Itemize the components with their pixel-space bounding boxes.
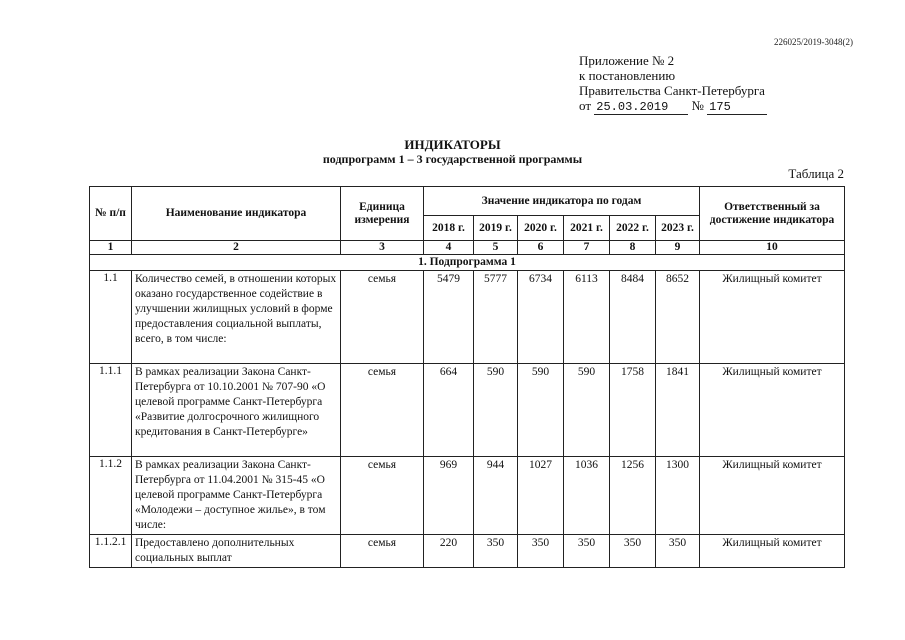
indicator-unit: семья xyxy=(341,457,424,535)
column-number: 5 xyxy=(474,241,518,255)
value-2019: 350 xyxy=(474,535,518,568)
indicator-name: Предоставлено дополнительных социальных выплат xyxy=(132,535,341,568)
value-2020: 6734 xyxy=(518,271,564,364)
value-2020: 590 xyxy=(518,364,564,457)
appendix-block xyxy=(579,53,767,115)
indicator-name: В рамках реализации Закона Санкт-Петербурга от 10.10.2001 № 707-90 «О целевой программе Санкт-Петербурга «Развитие долгосрочного жилищного кредитования в Санкт-Петербурге» xyxy=(132,364,341,457)
header-year: 2019 г. xyxy=(474,216,518,241)
header-unit: Единица измерения xyxy=(341,187,424,241)
table-row xyxy=(90,457,845,535)
column-number: 4 xyxy=(424,241,474,255)
appendix-line-1: Приложение № 2 xyxy=(579,53,675,68)
responsible: Жилищный комитет xyxy=(700,457,845,535)
value-2022: 1758 xyxy=(610,364,656,457)
row-number: 1.1.2 xyxy=(90,457,132,535)
number-prefix: № xyxy=(691,98,704,113)
value-2021: 1036 xyxy=(564,457,610,535)
value-2022: 1256 xyxy=(610,457,656,535)
value-2018: 5479 xyxy=(424,271,474,364)
header-year: 2020 г. xyxy=(518,216,564,241)
table-row xyxy=(90,271,845,364)
value-2020: 1027 xyxy=(518,457,564,535)
column-number: 1 xyxy=(90,241,132,255)
header-year: 2022 г. xyxy=(610,216,656,241)
responsible: Жилищный комитет xyxy=(700,271,845,364)
value-2022: 350 xyxy=(610,535,656,568)
resolution-number: 175 xyxy=(707,101,767,115)
section-row xyxy=(90,255,845,271)
column-number: 3 xyxy=(341,241,424,255)
indicators-table xyxy=(89,186,845,568)
appendix-date-line xyxy=(579,98,767,115)
column-number-row xyxy=(90,241,845,255)
column-number: 10 xyxy=(700,241,845,255)
column-number: 6 xyxy=(518,241,564,255)
appendix-line-3: Правительства Санкт-Петербурга xyxy=(579,83,765,98)
indicator-unit: семья xyxy=(341,271,424,364)
header-responsible: Ответственный за достижение индикатора xyxy=(700,187,845,241)
indicator-name: В рамках реализации Закона Санкт-Петербурга от 11.04.2001 № 315-45 «О целевой программе Санкт-Петербурга «Молодежи – доступное жилье», в том числе: xyxy=(132,457,341,535)
column-number: 7 xyxy=(564,241,610,255)
value-2019: 944 xyxy=(474,457,518,535)
section-title: 1. Подпрограмма 1 xyxy=(90,255,845,271)
header-year: 2021 г. xyxy=(564,216,610,241)
table-row xyxy=(90,535,845,568)
value-2019: 590 xyxy=(474,364,518,457)
row-number: 1.1 xyxy=(90,271,132,364)
page-subtitle: подпрограмм 1 – 3 государственной программы xyxy=(322,152,583,166)
page-title: ИНДИКАТОРЫ xyxy=(404,137,501,152)
value-2023: 1300 xyxy=(656,457,700,535)
resolution-date: 25.03.2019 xyxy=(594,101,688,115)
indicator-unit: семья xyxy=(341,535,424,568)
value-2018: 664 xyxy=(424,364,474,457)
value-2020: 350 xyxy=(518,535,564,568)
header-name: Наименование индикатора xyxy=(132,187,341,241)
value-2018: 969 xyxy=(424,457,474,535)
value-2021: 6113 xyxy=(564,271,610,364)
header-num: № п/п xyxy=(90,187,132,241)
table-caption: Таблица 2 xyxy=(788,166,844,181)
table-row xyxy=(90,364,845,457)
appendix-line-2: к постановлению xyxy=(579,68,676,83)
row-number: 1.1.2.1 xyxy=(90,535,132,568)
value-2022: 8484 xyxy=(610,271,656,364)
document-id: 226025/2019-3048(2) xyxy=(774,37,853,47)
column-number: 2 xyxy=(132,241,341,255)
responsible: Жилищный комитет xyxy=(700,535,845,568)
table-header-row xyxy=(90,187,845,216)
value-2023: 1841 xyxy=(656,364,700,457)
value-2021: 590 xyxy=(564,364,610,457)
responsible: Жилищный комитет xyxy=(700,364,845,457)
indicator-name: Количество семей, в отношении которых оказано государственное содействие в улучшении жилищных условий в форме предоставления социальной выплаты, всего, в том числе: xyxy=(132,271,341,364)
value-2023: 350 xyxy=(656,535,700,568)
column-number: 9 xyxy=(656,241,700,255)
value-2023: 8652 xyxy=(656,271,700,364)
column-number: 8 xyxy=(610,241,656,255)
header-year: 2023 г. xyxy=(656,216,700,241)
value-2019: 5777 xyxy=(474,271,518,364)
value-2018: 220 xyxy=(424,535,474,568)
value-2021: 350 xyxy=(564,535,610,568)
row-number: 1.1.1 xyxy=(90,364,132,457)
indicator-unit: семья xyxy=(341,364,424,457)
header-values-group: Значение индикатора по годам xyxy=(424,187,700,216)
date-prefix: от xyxy=(579,98,592,113)
header-year: 2018 г. xyxy=(424,216,474,241)
